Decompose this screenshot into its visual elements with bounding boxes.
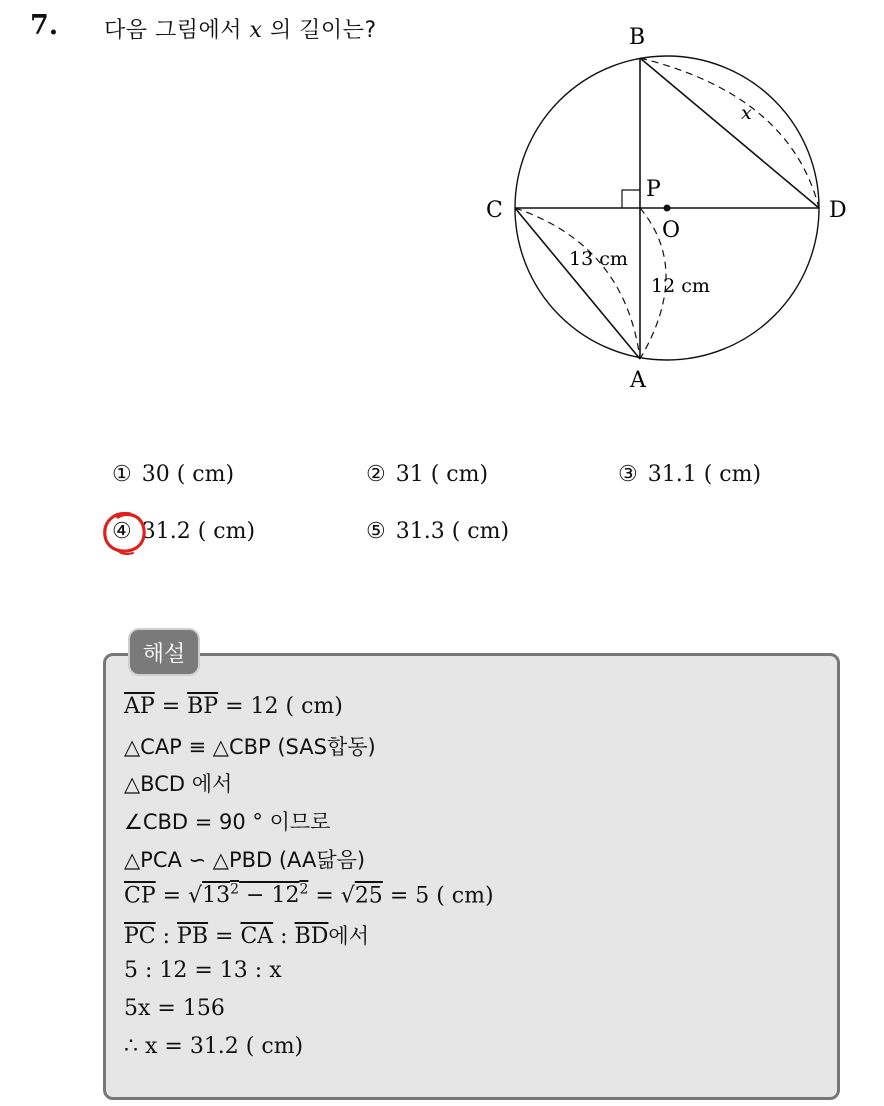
solution-line-2 [124, 731, 376, 761]
line-9-text: 5x = 156 [124, 996, 225, 1021]
geometry-figure [476, 18, 876, 403]
right-angle-mark [622, 190, 640, 208]
label-x: x [741, 102, 752, 124]
radicand-1 [202, 883, 308, 908]
line-3-text: △BCD 에서 [124, 772, 233, 796]
segment-bp: $\overline{BP}$ [187, 694, 219, 719]
solution-line-4 [124, 806, 330, 836]
sqrt-symbol-1: = √ [162, 883, 203, 909]
solution-line-7: $\overline{PC}$ : $\overline{PB} = \overline{CA}$ : $\overline{BD}$에서 [124, 924, 369, 949]
choice-3-number: ③ [618, 462, 638, 487]
solution-tab: 해설 [130, 630, 198, 674]
question-variable: x [249, 18, 263, 43]
solution-line-10 [124, 1034, 303, 1059]
choice-1[interactable] [112, 462, 234, 487]
label-p: P [646, 177, 661, 202]
radicand-1-b: − 12 [246, 883, 300, 909]
label-b: B [629, 25, 646, 50]
label-a: A [630, 368, 646, 393]
choice-1-text: 30 ( cm) [141, 462, 235, 487]
solution-line-3 [124, 768, 232, 798]
line-8-text: 5 : 12 = 13 : x [124, 958, 282, 983]
line-1-value: = 12 ( cm) [225, 694, 343, 719]
choice-3[interactable] [618, 462, 761, 487]
segment-ca [515, 208, 640, 359]
label-o: O [662, 218, 681, 243]
line-7-suffix: 에서 [328, 924, 369, 948]
label-12cm: 12 cm [651, 275, 710, 297]
red-circle-stroke [105, 514, 144, 552]
radicand-1-a: 13 [202, 883, 231, 909]
choice-5-number: ⑤ [366, 519, 386, 544]
exp-1: 2 [230, 882, 240, 898]
solution-line-8 [124, 958, 282, 983]
solution-line-6 [124, 882, 494, 908]
label-c: C [486, 198, 503, 223]
solution-line-5 [124, 844, 365, 874]
solution-line-9 [124, 996, 225, 1021]
choice-4-text: 31.2 ( cm) [141, 519, 256, 544]
solution-box [103, 653, 840, 1100]
choice-5-text: 31.3 ( cm) [395, 519, 510, 544]
line-5-text: △PCA ∽ △PBD (AA닮음) [124, 848, 366, 872]
choice-5[interactable] [366, 519, 509, 544]
choice-4-number: ④ [112, 519, 132, 544]
segment-cp: $\overline{CP}$ [124, 883, 156, 909]
radicand-2: 25 [354, 883, 383, 909]
segment-bd [640, 58, 819, 208]
choice-2-text: 31 ( cm) [395, 462, 489, 487]
segment-bd-text: $\overline{BD}$ [294, 924, 329, 949]
label-d: D [829, 198, 847, 223]
segment-pc: $\overline{PC}$ [124, 924, 156, 949]
choice-3-text: 31.1 ( cm) [647, 462, 762, 487]
choice-1-number: ① [112, 462, 132, 487]
segment-ca-text: $\overline{CA}$ [240, 924, 274, 949]
question-text [104, 13, 377, 44]
question-number: 7. [30, 10, 59, 41]
label-13cm: 13 cm [569, 248, 628, 270]
line-4-text: ∠CBD = 90 ° 이므로 [124, 810, 331, 834]
choice-2-number: ② [366, 462, 386, 487]
question-text-before: 다음 그림에서 [104, 18, 243, 43]
question-text-after: 의 길이는? [269, 18, 377, 43]
choice-2[interactable] [366, 462, 488, 487]
solution-line-1: $\overline{AP} = \overline{BP} = 12$ ( cm) [124, 694, 343, 719]
exp-2: 2 [299, 882, 309, 898]
selected-answer-circle-icon [100, 508, 150, 558]
segment-ap: $\overline{AP}$ [124, 694, 155, 719]
sqrt-symbol-2: = √ [315, 883, 355, 909]
line-10-text: ∴ x = 31.2 ( cm) [124, 1034, 304, 1059]
line-6-result: = 5 ( cm) [389, 883, 494, 909]
center-point [664, 205, 671, 212]
segment-pb: $\overline{PB}$ [177, 924, 209, 949]
line-2-text: △CAP ≡ △CBP (SAS합동) [124, 735, 376, 759]
